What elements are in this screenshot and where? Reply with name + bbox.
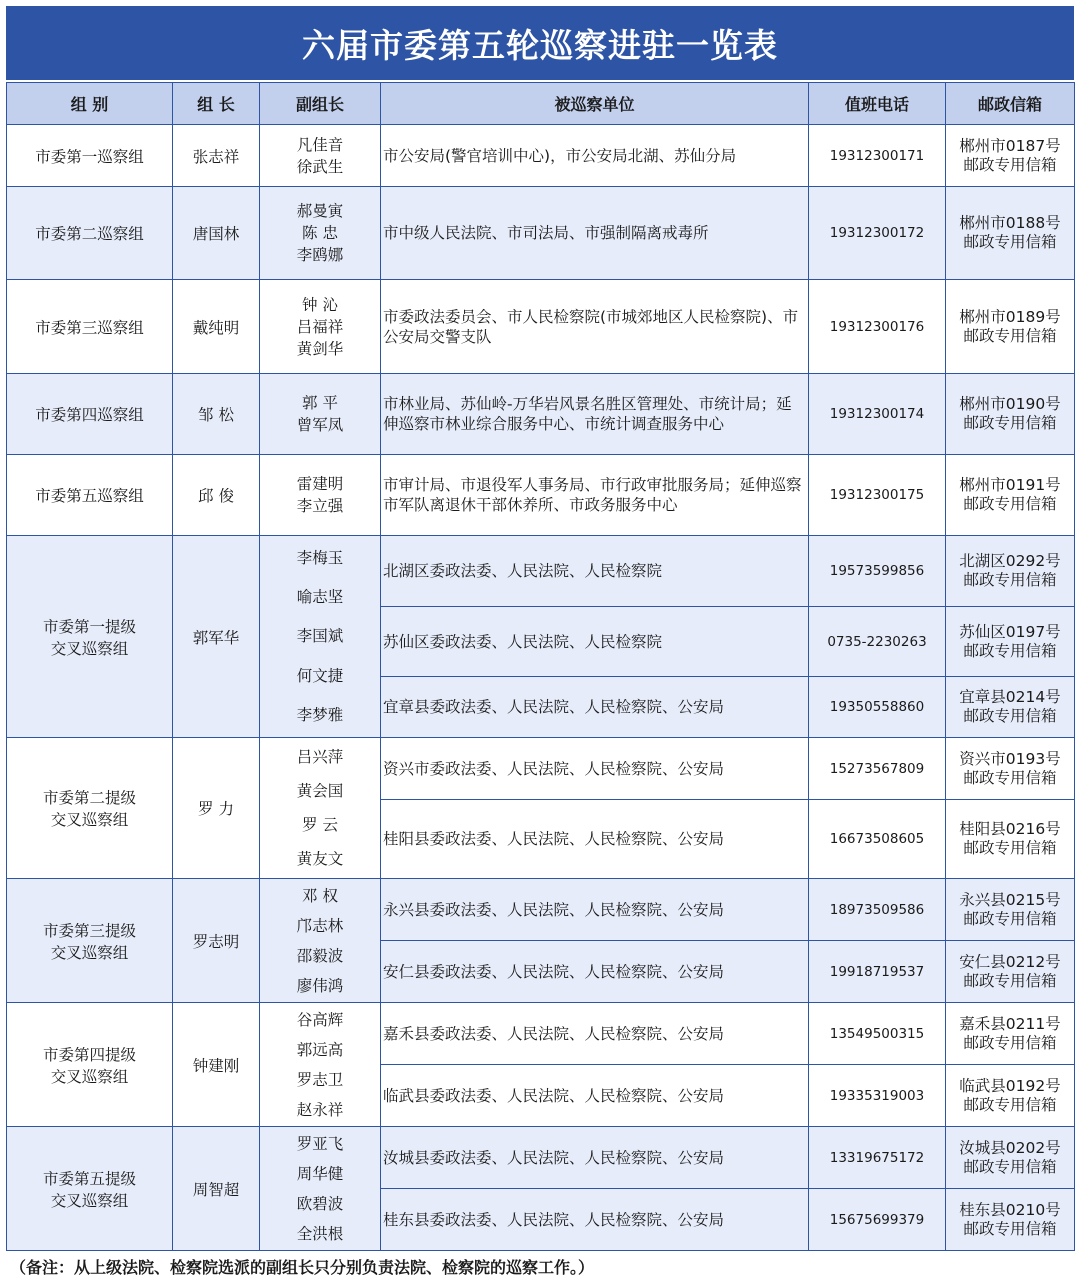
group-name-line: 市委第三提级: [42, 921, 136, 940]
mailbox-type: 邮政专用信箱: [963, 233, 1057, 251]
mailbox: [946, 941, 1075, 1003]
mailbox: [946, 536, 1075, 607]
mailbox-type: 邮政专用信箱: [963, 571, 1057, 589]
header-unit: 被巡察单位: [381, 83, 809, 125]
mailbox: [946, 738, 1075, 800]
duty-phone: 19312300175: [809, 455, 946, 536]
duty-phone: 16673508605: [809, 800, 946, 879]
group-deputies: [260, 374, 381, 455]
group-name-line: 交叉巡察组: [50, 943, 129, 962]
mailbox-type: 邮政专用信箱: [963, 641, 1057, 660]
table-row: [7, 374, 1075, 455]
group-name: 市委第三巡察组: [7, 280, 173, 374]
group-deputies: [260, 879, 381, 1003]
mailbox-number: 安仁县0212号: [959, 952, 1061, 971]
mailbox: [946, 280, 1075, 374]
duty-phone: 19918719537: [809, 941, 946, 1003]
group-deputies: [260, 125, 381, 187]
mailbox: [946, 879, 1075, 941]
mailbox-number: 郴州市0187号: [959, 136, 1061, 155]
duty-phone: 13549500315: [809, 1003, 946, 1065]
deputy-name: 曾军凤: [296, 416, 344, 434]
deputy-name: 谷高辉: [296, 1010, 344, 1029]
group-leader: 邱 俊: [173, 455, 260, 536]
group-name: [7, 1127, 173, 1251]
mailbox-number: 永兴县0215号: [959, 890, 1061, 909]
deputy-name: 李梅玉: [296, 549, 344, 568]
deputy-name: 郭 平: [302, 394, 338, 412]
group-name-line: 交叉巡察组: [50, 1067, 129, 1086]
header-phone: 值班电话: [809, 83, 946, 125]
mailbox: [946, 374, 1075, 455]
mailbox-number: 资兴市0193号: [959, 749, 1061, 768]
group-name: 市委第五巡察组: [7, 455, 173, 536]
mailbox-number: 苏仙区0197号: [959, 622, 1061, 641]
group-leader: 郭军华: [173, 536, 260, 738]
duty-phone: 15675699379: [809, 1189, 946, 1251]
inspected-unit: 安仁县委政法委、人民法院、人民检察院、公安局: [381, 941, 809, 1003]
deputy-name: 吕福祥: [296, 317, 344, 336]
mailbox: [946, 1003, 1075, 1065]
deputy-name: 郝曼寅: [296, 202, 344, 220]
header-deputy: 副组长: [260, 83, 381, 125]
group-deputies: [260, 187, 381, 280]
duty-phone: 15273567809: [809, 738, 946, 800]
group-deputies: [260, 280, 381, 374]
duty-phone: 19335319003: [809, 1065, 946, 1127]
deputy-name: 赵永祥: [296, 1100, 344, 1119]
mailbox-number: 临武县0192号: [959, 1076, 1061, 1095]
table-row: [7, 1127, 1075, 1189]
group-leader: 邹 松: [173, 374, 260, 455]
mailbox-number: 嘉禾县0211号: [959, 1014, 1061, 1033]
deputy-name: 全洪根: [296, 1224, 344, 1243]
inspected-unit: 资兴市委政法委、人民法院、人民检察院、公安局: [381, 738, 809, 800]
inspected-unit: 桂东县委政法委、人民法院、人民检察院、公安局: [381, 1189, 809, 1251]
inspected-unit: 北湖区委政法委、人民法院、人民检察院: [381, 536, 809, 607]
deputy-name: 邓 权: [302, 886, 338, 905]
table-row: [7, 187, 1075, 280]
footnote: （备注：从上级法院、检察院选派的副组长只分别负责法院、检察院的巡察工作。）: [10, 1258, 595, 1277]
deputy-name: 何文捷: [296, 666, 344, 685]
mailbox-type: 邮政专用信箱: [963, 326, 1057, 345]
group-name-line: 市委第二提级: [42, 789, 136, 807]
mailbox: [946, 187, 1075, 280]
table-row: [7, 879, 1075, 941]
deputy-name: 邵毅波: [296, 946, 344, 965]
group-name-line: 交叉巡察组: [50, 1191, 129, 1210]
group-deputies: [260, 536, 381, 738]
mailbox: [946, 125, 1075, 187]
group-leader: 张志祥: [173, 125, 260, 187]
table-row: [7, 536, 1075, 607]
deputy-name: 吕兴萍: [296, 748, 344, 766]
mailbox-type: 邮政专用信箱: [963, 414, 1057, 432]
mailbox-type: 邮政专用信箱: [963, 155, 1057, 174]
group-name: [7, 738, 173, 879]
mailbox-type: 邮政专用信箱: [963, 909, 1057, 928]
page-title: 六届市委第五轮巡察进驻一览表: [6, 6, 1074, 80]
mailbox: [946, 800, 1075, 879]
mailbox-type: 邮政专用信箱: [963, 707, 1057, 725]
mailbox-number: 郴州市0190号: [959, 395, 1061, 413]
mailbox: [946, 455, 1075, 536]
deputy-name: 凡佳音: [296, 135, 344, 154]
deputy-name: 周华健: [296, 1164, 344, 1183]
inspected-unit: 苏仙区委政法委、人民法院、人民检察院: [381, 607, 809, 677]
group-name: [7, 536, 173, 738]
mailbox: [946, 677, 1075, 738]
mailbox-number: 郴州市0191号: [959, 476, 1061, 494]
inspection-table: [6, 82, 1075, 1251]
deputy-name: 罗亚飞: [296, 1134, 344, 1153]
group-name-line: 市委第五提级: [42, 1169, 136, 1188]
inspected-unit: 市中级人民法院、市司法局、市强制隔离戒毒所: [381, 187, 809, 280]
mailbox-type: 邮政专用信箱: [963, 1219, 1057, 1238]
duty-phone: 19573599856: [809, 536, 946, 607]
group-name-line: 交叉巡察组: [50, 811, 129, 829]
group-leader: 周智超: [173, 1127, 260, 1251]
mailbox: [946, 1189, 1075, 1251]
duty-phone: 19312300171: [809, 125, 946, 187]
header-leader: 组 长: [173, 83, 260, 125]
header-mailbox: 邮政信箱: [946, 83, 1075, 125]
group-name-line: 交叉巡察组: [50, 639, 129, 658]
inspected-unit: 市委政法委员会、市人民检察院(市城郊地区人民检察院)、市公安局交警支队: [381, 280, 809, 374]
mailbox-number: 桂阳县0216号: [959, 820, 1061, 838]
mailbox-type: 邮政专用信箱: [963, 1033, 1057, 1052]
group-leader: 钟建刚: [173, 1003, 260, 1127]
mailbox-number: 宜章县0214号: [959, 688, 1061, 706]
group-leader: 罗 力: [173, 738, 260, 879]
mailbox-type: 邮政专用信箱: [963, 1157, 1057, 1176]
table-row: [7, 125, 1075, 187]
group-name-line: 市委第四提级: [42, 1045, 136, 1064]
table-row: [7, 738, 1075, 800]
table-row: [7, 1003, 1075, 1065]
mailbox: [946, 1065, 1075, 1127]
mailbox-number: 郴州市0188号: [959, 214, 1061, 232]
deputy-name: 陈 忠: [302, 224, 338, 242]
group-leader: 罗志明: [173, 879, 260, 1003]
table-row: [7, 280, 1075, 374]
group-name: [7, 1003, 173, 1127]
deputy-name: 雷建明: [296, 475, 344, 493]
group-leader: 戴纯明: [173, 280, 260, 374]
group-name: [7, 879, 173, 1003]
mailbox-type: 邮政专用信箱: [963, 839, 1057, 857]
deputy-name: 钟 沁: [302, 295, 338, 314]
deputy-name: 黄剑华: [296, 339, 344, 358]
inspected-unit: 嘉禾县委政法委、人民法院、人民检察院、公安局: [381, 1003, 809, 1065]
duty-phone: 19350558860: [809, 677, 946, 738]
group-name: 市委第四巡察组: [7, 374, 173, 455]
mailbox-type: 邮政专用信箱: [963, 1095, 1057, 1114]
mailbox: [946, 607, 1075, 677]
inspected-unit: 汝城县委政法委、人民法院、人民检察院、公安局: [381, 1127, 809, 1189]
group-name: 市委第一巡察组: [7, 125, 173, 187]
group-deputies: [260, 738, 381, 879]
duty-phone: 13319675172: [809, 1127, 946, 1189]
deputy-name: 李立强: [296, 497, 344, 515]
duty-phone: 0735-2230263: [809, 607, 946, 677]
deputy-name: 欧碧波: [296, 1194, 344, 1213]
deputy-name: 黄友文: [296, 850, 344, 868]
mailbox-type: 邮政专用信箱: [963, 495, 1057, 513]
deputy-name: 李国斌: [296, 627, 344, 646]
mailbox-type: 邮政专用信箱: [963, 971, 1057, 990]
duty-phone: 18973509586: [809, 879, 946, 941]
inspected-unit: 永兴县委政法委、人民法院、人民检察院、公安局: [381, 879, 809, 941]
inspected-unit: 桂阳县委政法委、人民法院、人民检察院、公安局: [381, 800, 809, 879]
inspected-unit: 市林业局、苏仙岭-万华岩风景名胜区管理处、市统计局；延伸巡察市林业综合服务中心、市统计调查服务中心: [381, 374, 809, 455]
group-name: 市委第二巡察组: [7, 187, 173, 280]
deputy-name: 罗 云: [302, 816, 338, 834]
header-group: 组 别: [7, 83, 173, 125]
deputy-name: 喻志坚: [296, 588, 344, 607]
deputy-name: 黄会国: [296, 782, 344, 800]
deputy-name: 廖伟鸿: [296, 976, 344, 995]
inspected-unit: 临武县委政法委、人民法院、人民检察院、公安局: [381, 1065, 809, 1127]
duty-phone: 19312300174: [809, 374, 946, 455]
deputy-name: 李梦雅: [296, 705, 344, 724]
deputy-name: 罗志卫: [296, 1070, 344, 1089]
deputy-name: 郭远高: [296, 1040, 344, 1059]
table-row: [7, 455, 1075, 536]
group-deputies: [260, 455, 381, 536]
mailbox-number: 郴州市0189号: [959, 307, 1061, 326]
duty-phone: 19312300172: [809, 187, 946, 280]
group-name-line: 市委第一提级: [42, 617, 136, 636]
mailbox-number: 北湖区0292号: [959, 552, 1061, 570]
deputy-name: 李鸥娜: [296, 246, 344, 264]
group-deputies: [260, 1003, 381, 1127]
inspected-unit: 市公安局(警官培训中心)，市公安局北湖、苏仙分局: [381, 125, 809, 187]
inspected-unit: 宜章县委政法委、人民法院、人民检察院、公安局: [381, 677, 809, 738]
group-leader: 唐国林: [173, 187, 260, 280]
deputy-name: 徐武生: [296, 157, 344, 176]
mailbox-number: 桂东县0210号: [959, 1200, 1061, 1219]
mailbox-type: 邮政专用信箱: [963, 768, 1057, 787]
deputy-name: 邝志林: [296, 916, 344, 935]
mailbox-number: 汝城县0202号: [959, 1138, 1061, 1157]
table-header-row: [7, 83, 1075, 125]
mailbox: [946, 1127, 1075, 1189]
inspected-unit: 市审计局、市退役军人事务局、市行政审批服务局；延伸巡察市军队离退休干部休养所、市政务服务中心: [381, 455, 809, 536]
duty-phone: 19312300176: [809, 280, 946, 374]
group-deputies: [260, 1127, 381, 1251]
